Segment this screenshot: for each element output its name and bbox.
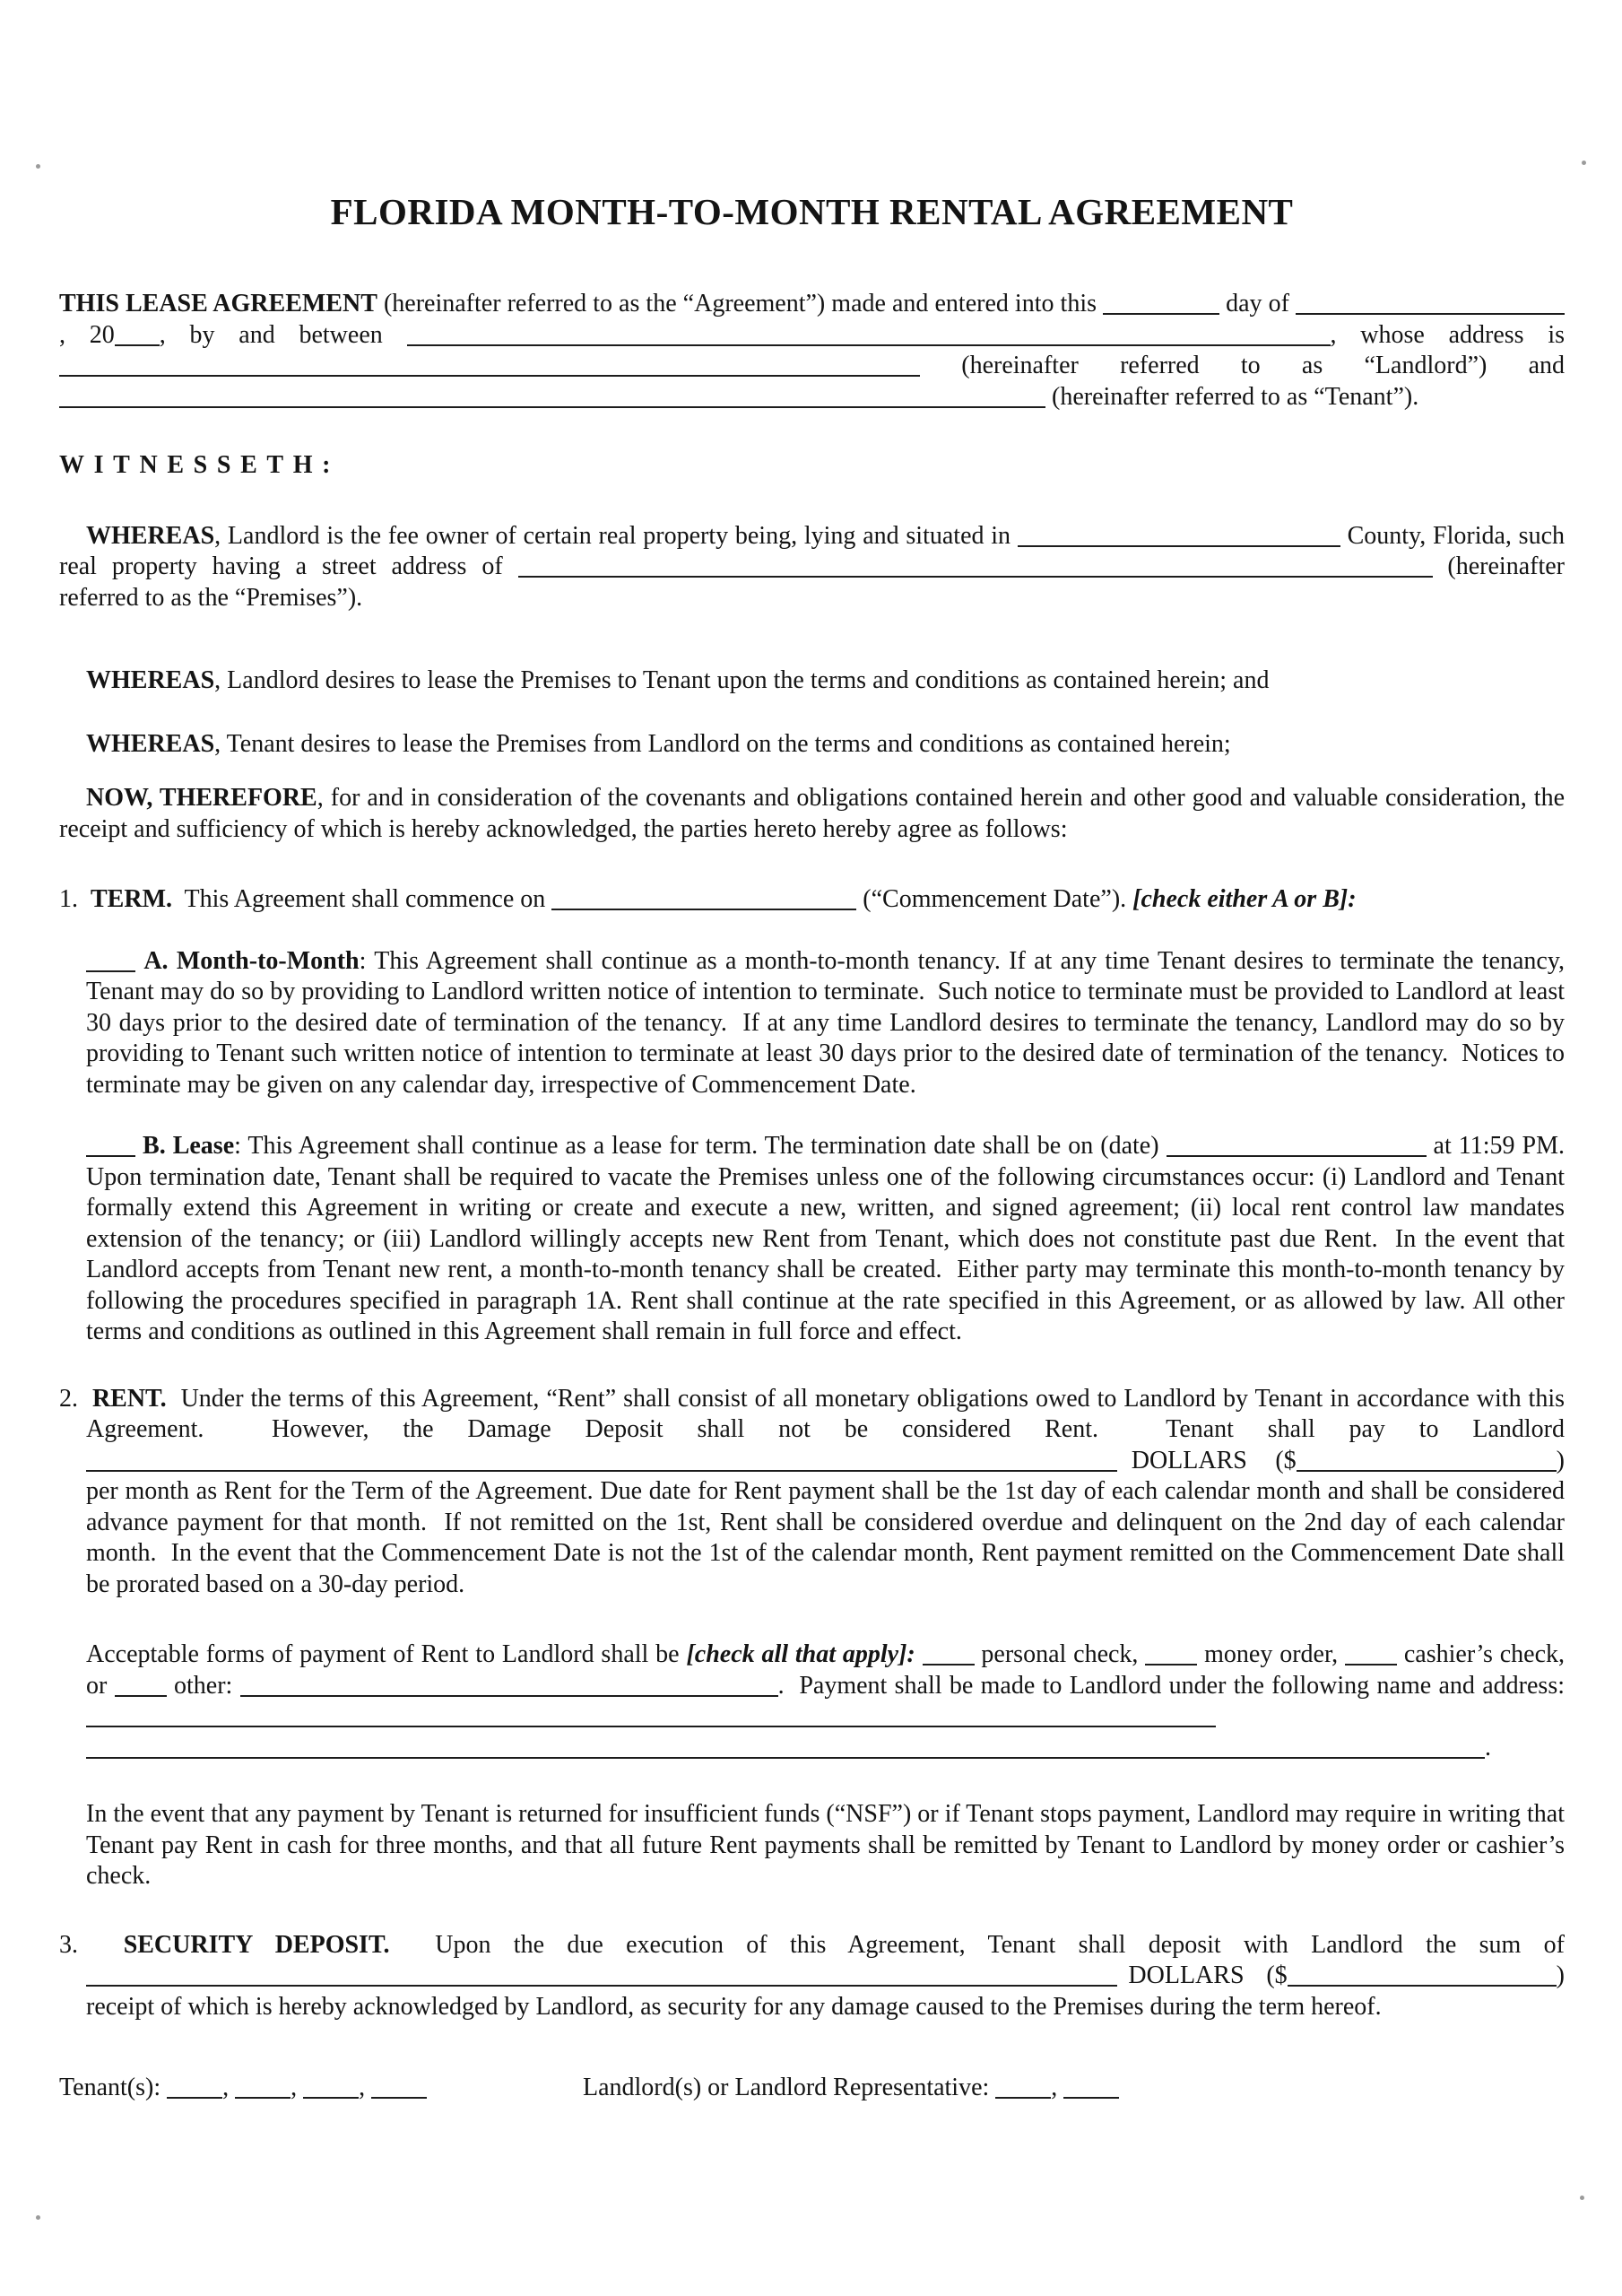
- text-run: (hereinafter referred to as “Tenant”).: [1045, 382, 1419, 411]
- term-heading: TERM.: [91, 885, 172, 913]
- text-run: , Landlord is the fee owner of certain real property being, lying and situated in: [214, 521, 1018, 550]
- whereas-landlord-paragraph: [59, 665, 1565, 697]
- checkbox-option-b[interactable]: [86, 1143, 135, 1157]
- spacer-run: [135, 947, 143, 975]
- nsf-paragraph: [86, 1799, 1571, 1892]
- text-run: personal check,: [974, 1640, 1146, 1668]
- text-run: money order,: [1197, 1640, 1346, 1668]
- initials-footer: [59, 2073, 1565, 2104]
- spacer-run: [135, 1132, 143, 1160]
- check-all-that-apply-note: [check all that apply]:: [686, 1640, 923, 1668]
- comma-run: ,: [1051, 2074, 1064, 2101]
- scan-artifact-dot: [36, 164, 40, 169]
- option-a-label: A. Month-to-Month: [143, 946, 360, 975]
- item-number: 3.: [59, 1930, 124, 1959]
- text-run: . Payment shall be made to Landlord under the following name and address:: [777, 1671, 1571, 1700]
- scan-artifact-dot: [1582, 161, 1586, 165]
- intro-paragraph: [59, 289, 1571, 413]
- blank-deposit-amount-numeric[interactable]: [1288, 1972, 1557, 1987]
- text-run: In the event that any payment by Tenant is returned for insufficient funds (“NSF”) or if Tenant stops payment, Landlord may require in writing that Tenant pay Rent in cash for three months, and that all future Rent payments shall be remitted by Tenant to Landlord by money order or cashier’s check.: [86, 1800, 1571, 1890]
- item-number: 2.: [59, 1384, 92, 1413]
- rent-heading: RENT.: [91, 1384, 167, 1413]
- text-run: per month as Rent for the Term of the Agreement. Due date for Rent payment shall be the 1st day of each calendar month and shall be considered advance payment for that month. If not remitted on the 1st, Rent shall be considered overdue and delinquent on the 2nd day of each calendar month. In the event that the Commencement Date is not the 1st of the calendar month, Rent payment remitted on the Commencement Date shall be prorated based on a 30-day period.: [86, 1446, 1571, 1598]
- comma-run: ,: [359, 2074, 372, 2101]
- blank-other-payment-form[interactable]: [240, 1683, 778, 1697]
- text-run: , whose address is: [1330, 320, 1571, 349]
- check-either-a-or-b-note: [check either A or B]:: [1132, 885, 1357, 913]
- text-run: (“Commencement Date”).: [856, 885, 1133, 913]
- text-run: : This Agreement shall continue as a lease for term. The termination date shall be on (date): [234, 1132, 1167, 1160]
- now-therefore-lead: NOW, THEREFORE: [86, 784, 317, 812]
- text-run: This Agreement shall commence on: [172, 885, 552, 913]
- tenant-initials-group: [59, 2073, 583, 2104]
- text-run: (hereinafter referred to as the “Premises”).: [59, 552, 1571, 612]
- landlords-label: Landlord(s) or Landlord Representative:: [583, 2074, 996, 2101]
- text-run: DOLLARS ($: [1117, 1961, 1288, 1989]
- text-run: , by and between: [159, 320, 407, 349]
- option-b-label: B. Lease: [143, 1132, 235, 1160]
- blank-tenant-initials-3[interactable]: [303, 2084, 359, 2099]
- text-run: ): [1556, 1446, 1565, 1474]
- landlord-initials-group: [583, 2073, 1119, 2104]
- text-run: other:: [166, 1671, 240, 1700]
- checkbox-option-a[interactable]: [86, 958, 135, 972]
- blank-commencement-date[interactable]: [551, 896, 856, 910]
- comma-run: ,: [291, 2074, 304, 2101]
- blank-deposit-amount-words[interactable]: [86, 1972, 1117, 1987]
- text-run: day of: [1219, 290, 1296, 317]
- text-run: .: [1485, 1733, 1491, 1761]
- section-rent: [59, 1384, 1571, 1601]
- text-run: cashier’s check, or: [86, 1640, 1572, 1700]
- blank-month[interactable]: [1296, 300, 1565, 315]
- blank-landlord-name[interactable]: [407, 332, 1331, 346]
- lease-agreement-lead: THIS LEASE AGREEMENT: [59, 290, 377, 317]
- text-run: (hereinafter referred to as “Landlord”) and: [920, 352, 1571, 379]
- text-run: Upon the due execution of this Agreement, Tenant shall deposit with Landlord the sum of: [389, 1930, 1572, 1959]
- blank-payee-name-address-line2[interactable]: [86, 1744, 1485, 1759]
- blank-landlord-initials-1[interactable]: [995, 2084, 1051, 2099]
- now-therefore-paragraph: [59, 783, 1572, 845]
- blank-day[interactable]: [1103, 300, 1219, 315]
- term-option-a-paragraph: [86, 946, 1571, 1101]
- payment-forms-paragraph: [86, 1639, 1572, 1763]
- blank-tenant-initials-4[interactable]: [371, 2084, 427, 2099]
- blank-tenant-name[interactable]: [59, 394, 1045, 408]
- item-number: 1.: [59, 885, 91, 913]
- blank-landlord-initials-2[interactable]: [1063, 2084, 1119, 2099]
- text-run: , Tenant desires to lease the Premises from Landlord on the terms and conditions as contained herein;: [214, 729, 1231, 758]
- text-run: (hereinafter referred to as the “Agreement”) made and entered into this: [377, 290, 1104, 317]
- blank-county[interactable]: [1018, 533, 1340, 547]
- term-option-b-paragraph: [86, 1131, 1571, 1348]
- text-run: receipt of which is hereby acknowledged by Landlord, as security for any damage caused to the Premises during the term hereof.: [86, 1961, 1571, 2021]
- whereas-tenant-paragraph: [59, 729, 1565, 761]
- scan-artifact-dot: [36, 2215, 40, 2220]
- blank-landlord-address[interactable]: [59, 362, 920, 377]
- blank-tenant-initials-2[interactable]: [235, 2084, 291, 2099]
- whereas-lead: WHEREAS: [86, 521, 215, 550]
- text-run: DOLLARS ($: [1117, 1446, 1297, 1474]
- blank-street-address[interactable]: [518, 563, 1433, 578]
- witnesseth-heading: WITNESSETH:: [59, 451, 341, 479]
- checkbox-other[interactable]: [115, 1683, 167, 1697]
- blank-tenant-initials-1[interactable]: [167, 2084, 222, 2099]
- tenants-label: Tenant(s):: [59, 2074, 168, 2101]
- blank-rent-amount-numeric[interactable]: [1297, 1457, 1557, 1472]
- text-run: at 11:59 PM. Upon termination date, Tenant shall be required to vacate the Premises unless one of the following circumstances occur: (i) Landlord and Tenant formally extend this Agreement in writing or create and execute a new, written, and signed agreement; (ii) local rent control law mandates extension of the tenancy; or (iii) Landlord willingly accepts new Rent from Tenant, which does not constitute past due Rent. In the event that Landlord accepts from Tenant new rent, a month-to-month tenancy shall be created. Either party may terminate this month-to-month tenancy by following the procedures specified in paragraph 1A. Rent shall continue at the rate specified in this Agreement, or as allowed by law. All other terms and conditions as outlined in this Agreement shall remain in full force and effect.: [86, 1132, 1571, 1345]
- whereas-lead: WHEREAS: [86, 666, 215, 694]
- whereas-owner-paragraph: [59, 521, 1571, 614]
- spacer-run: [1216, 1702, 1222, 1730]
- scan-artifact-dot: [1580, 2196, 1584, 2200]
- text-run: Under the terms of this Agreement, “Rent” shall consist of all monetary obligations owed to Landlord by Tenant in accordance with this Agreement. However, the Damage Deposit shall not be considered Rent. Tenant shall pay to Landlord: [86, 1384, 1571, 1443]
- text-run: County, Florida, such real property having a street address of: [59, 521, 1571, 580]
- checkbox-personal-check[interactable]: [923, 1651, 975, 1665]
- comma-run: ,: [222, 2074, 236, 2101]
- security-deposit-heading: SECURITY DEPOSIT.: [123, 1930, 390, 1959]
- checkbox-money-order[interactable]: [1145, 1651, 1197, 1665]
- blank-termination-date[interactable]: [1167, 1143, 1427, 1157]
- blank-payee-name-address-line1[interactable]: [86, 1713, 1216, 1727]
- text-run: , for and in consideration of the covenants and obligations contained herein and other good and valuable consideration, the receipt and sufficiency of which is hereby acknowledged, the parties hereto hereby agree as follows:: [59, 784, 1572, 843]
- text-run: , 20: [59, 320, 115, 349]
- blank-rent-amount-words[interactable]: [86, 1457, 1117, 1472]
- section-security-deposit: [59, 1930, 1572, 2023]
- text-run: , Landlord desires to lease the Premises to Tenant upon the terms and conditions as contained herein; and: [214, 666, 1270, 694]
- section-term: [59, 884, 1565, 916]
- whereas-lead: WHEREAS: [86, 729, 215, 758]
- text-run: Acceptable forms of payment of Rent to Landlord shall be: [86, 1640, 687, 1668]
- checkbox-cashiers-check[interactable]: [1345, 1651, 1397, 1665]
- text-run: : This Agreement shall continue as a month-to-month tenancy. If at any time Tenant desires to terminate the tenancy, Tenant may do so by providing to Landlord written notice of intention to terminate. Such notice to terminate must be provided to Landlord at least 30 days prior to the desired date of termination of the tenancy. If at any time Landlord desires to terminate the tenancy, Landlord may do so by providing to Tenant such written notice of intention to terminate at least 30 days prior to the desired date of termination of the tenancy. Notices to terminate may be given on any calendar day, irrespective of Commencement Date.: [86, 946, 1571, 1099]
- blank-year[interactable]: [115, 332, 160, 346]
- text-run: ): [1556, 1961, 1565, 1989]
- page-title: FLORIDA MONTH-TO-MONTH RENTAL AGREEMENT: [330, 191, 1294, 232]
